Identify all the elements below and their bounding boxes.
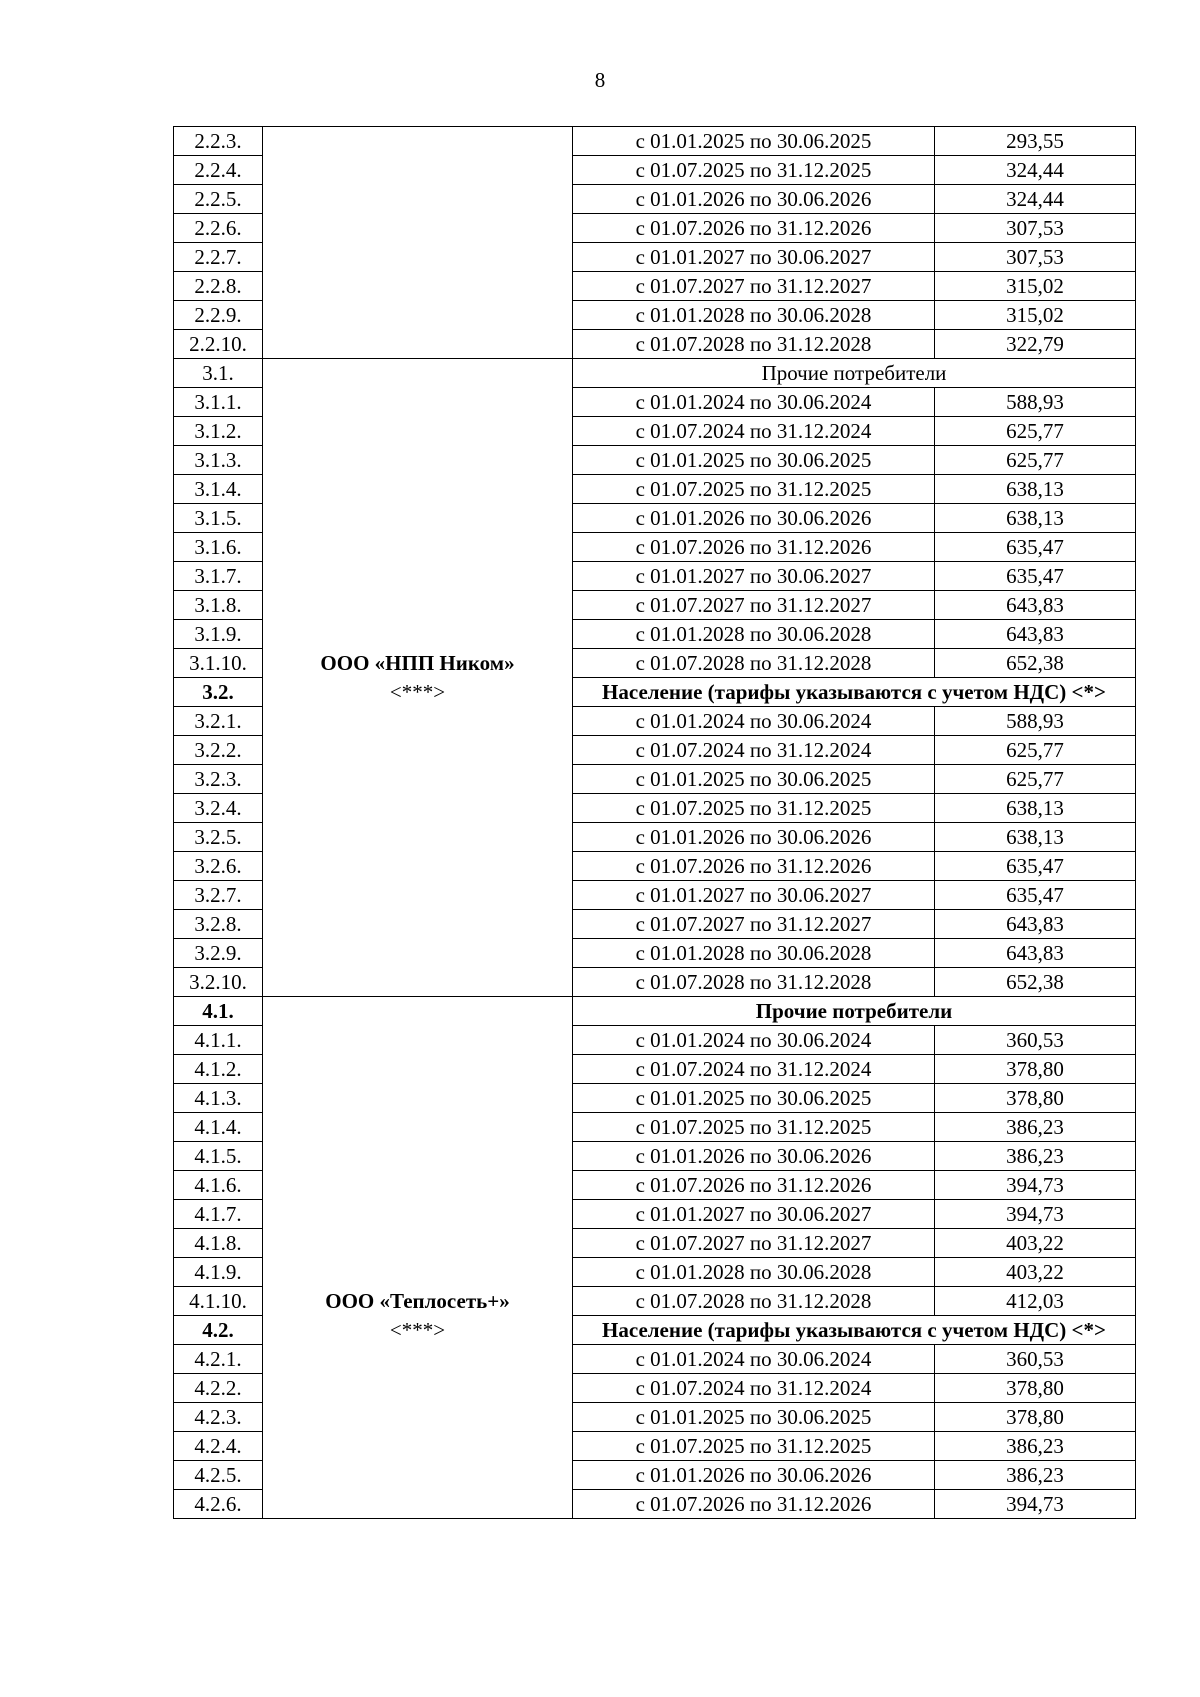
table-row	[174, 1490, 1136, 1519]
period-cell: с 01.01.2027 по 30.06.2027	[573, 562, 935, 591]
organization-cell	[263, 707, 573, 736]
period-cell: с 01.01.2025 по 30.06.2025	[573, 127, 935, 156]
row-number-cell: 4.2.2.	[174, 1374, 263, 1403]
tariff-value-cell: 378,80	[935, 1084, 1136, 1113]
period-cell: с 01.01.2028 по 30.06.2028	[573, 939, 935, 968]
group-number-cell: 4.2.	[174, 1316, 263, 1345]
period-cell: с 01.07.2028 по 31.12.2028	[573, 1287, 935, 1316]
organization-cell	[263, 214, 573, 243]
tariff-value-cell: 386,23	[935, 1461, 1136, 1490]
organization-cell	[263, 1316, 573, 1345]
period-cell: с 01.07.2026 по 31.12.2026	[573, 533, 935, 562]
row-number-cell: 2.2.7.	[174, 243, 263, 272]
table-row	[174, 504, 1136, 533]
tariff-value-cell: 625,77	[935, 417, 1136, 446]
group-header-row	[174, 1316, 1136, 1345]
table-row	[174, 794, 1136, 823]
table-row	[174, 1345, 1136, 1374]
table-row	[174, 910, 1136, 939]
row-number-cell: 2.2.3.	[174, 127, 263, 156]
period-cell: с 01.07.2026 по 31.12.2026	[573, 214, 935, 243]
organization-cell	[263, 243, 573, 272]
period-cell: с 01.07.2027 по 31.12.2027	[573, 272, 935, 301]
table-row	[174, 1432, 1136, 1461]
table-row	[174, 243, 1136, 272]
table-row	[174, 1026, 1136, 1055]
tariff-value-cell: 394,73	[935, 1171, 1136, 1200]
row-number-cell: 3.2.6.	[174, 852, 263, 881]
organization-cell	[263, 823, 573, 852]
organization-cell	[263, 446, 573, 475]
table-row	[174, 1461, 1136, 1490]
organization-cell	[263, 1461, 573, 1490]
period-cell: с 01.01.2028 по 30.06.2028	[573, 620, 935, 649]
tariff-value-cell: 324,44	[935, 185, 1136, 214]
row-number-cell: 3.2.3.	[174, 765, 263, 794]
table-row	[174, 1142, 1136, 1171]
table-row	[174, 185, 1136, 214]
organization-cell	[263, 852, 573, 881]
organization-name: ООО «Теплосеть+»	[325, 1288, 510, 1313]
table-row	[174, 214, 1136, 243]
organization-cell	[263, 1055, 573, 1084]
table-row	[174, 649, 1136, 678]
tariff-value-cell: 386,23	[935, 1113, 1136, 1142]
organization-cell	[263, 185, 573, 214]
table-row	[174, 736, 1136, 765]
row-number-cell: 4.2.3.	[174, 1403, 263, 1432]
table-row	[174, 591, 1136, 620]
organization-cell	[263, 1084, 573, 1113]
table-row	[174, 388, 1136, 417]
row-number-cell: 3.1.6.	[174, 533, 263, 562]
tariff-value-cell: 324,44	[935, 156, 1136, 185]
table-row	[174, 881, 1136, 910]
row-number-cell: 3.2.4.	[174, 794, 263, 823]
organization-note: <***>	[389, 1317, 446, 1342]
row-number-cell: 3.1.9.	[174, 620, 263, 649]
tariff-value-cell: 315,02	[935, 301, 1136, 330]
period-cell: с 01.07.2025 по 31.12.2025	[573, 1432, 935, 1461]
row-number-cell: 3.1.4.	[174, 475, 263, 504]
period-cell: с 01.01.2028 по 30.06.2028	[573, 301, 935, 330]
row-number-cell: 2.2.8.	[174, 272, 263, 301]
period-cell: с 01.07.2025 по 31.12.2025	[573, 475, 935, 504]
organization-cell	[263, 359, 573, 388]
tariff-value-cell: 643,83	[935, 910, 1136, 939]
period-cell: с 01.01.2027 по 30.06.2027	[573, 243, 935, 272]
row-number-cell: 3.1.8.	[174, 591, 263, 620]
tariff-value-cell: 403,22	[935, 1229, 1136, 1258]
row-number-cell: 4.1.9.	[174, 1258, 263, 1287]
organization-cell	[263, 533, 573, 562]
tariff-value-cell: 638,13	[935, 475, 1136, 504]
period-cell: с 01.01.2024 по 30.06.2024	[573, 1026, 935, 1055]
organization-cell	[263, 1287, 573, 1316]
organization-cell	[263, 1026, 573, 1055]
tariff-value-cell: 386,23	[935, 1142, 1136, 1171]
period-cell: с 01.07.2024 по 31.12.2024	[573, 417, 935, 446]
table-row	[174, 1403, 1136, 1432]
organization-cell	[263, 1490, 573, 1519]
table-row	[174, 1287, 1136, 1316]
organization-cell	[263, 1432, 573, 1461]
period-cell: с 01.07.2025 по 31.12.2025	[573, 1113, 935, 1142]
organization-cell	[263, 881, 573, 910]
period-cell: с 01.07.2026 по 31.12.2026	[573, 1171, 935, 1200]
tariff-value-cell: 315,02	[935, 272, 1136, 301]
period-cell: с 01.07.2026 по 31.12.2026	[573, 852, 935, 881]
table-row	[174, 1229, 1136, 1258]
tariff-value-cell: 652,38	[935, 968, 1136, 997]
tariff-value-cell: 307,53	[935, 243, 1136, 272]
table-row	[174, 1055, 1136, 1084]
table-row	[174, 707, 1136, 736]
row-number-cell: 4.2.5.	[174, 1461, 263, 1490]
row-number-cell: 3.2.7.	[174, 881, 263, 910]
period-cell: с 01.01.2026 по 30.06.2026	[573, 185, 935, 214]
table-row	[174, 301, 1136, 330]
tariff-value-cell: 635,47	[935, 881, 1136, 910]
period-cell: с 01.07.2024 по 31.12.2024	[573, 736, 935, 765]
organization-cell	[263, 1374, 573, 1403]
tariff-table	[173, 126, 1136, 1519]
row-number-cell: 4.2.6.	[174, 1490, 263, 1519]
row-number-cell: 4.1.2.	[174, 1055, 263, 1084]
tariff-value-cell: 378,80	[935, 1055, 1136, 1084]
organization-cell	[263, 417, 573, 446]
table-row	[174, 127, 1136, 156]
tariff-value-cell: 588,93	[935, 707, 1136, 736]
row-number-cell: 3.2.5.	[174, 823, 263, 852]
group-title-cell: Прочие потребители	[573, 359, 1136, 388]
row-number-cell: 2.2.4.	[174, 156, 263, 185]
tariff-value-cell: 625,77	[935, 446, 1136, 475]
period-cell: с 01.07.2027 по 31.12.2027	[573, 591, 935, 620]
organization-cell	[263, 272, 573, 301]
tariff-value-cell: 394,73	[935, 1200, 1136, 1229]
table-row	[174, 852, 1136, 881]
period-cell: с 01.01.2027 по 30.06.2027	[573, 881, 935, 910]
group-header-row	[174, 678, 1136, 707]
tariff-value-cell: 643,83	[935, 591, 1136, 620]
group-title-cell: Население (тарифы указываются с учетом НДС) <*>	[573, 1316, 1136, 1345]
period-cell: с 01.07.2026 по 31.12.2026	[573, 1490, 935, 1519]
row-number-cell: 2.2.10.	[174, 330, 263, 359]
row-number-cell: 2.2.5.	[174, 185, 263, 214]
group-number-cell: 4.1.	[174, 997, 263, 1026]
tariff-value-cell: 638,13	[935, 504, 1136, 533]
organization-cell	[263, 156, 573, 185]
row-number-cell: 3.1.2.	[174, 417, 263, 446]
row-number-cell: 3.1.5.	[174, 504, 263, 533]
table-row	[174, 968, 1136, 997]
table-row	[174, 562, 1136, 591]
row-number-cell: 4.1.4.	[174, 1113, 263, 1142]
period-cell: с 01.01.2026 по 30.06.2026	[573, 504, 935, 533]
tariff-value-cell: 652,38	[935, 649, 1136, 678]
row-number-cell: 4.1.10.	[174, 1287, 263, 1316]
tariff-value-cell: 307,53	[935, 214, 1136, 243]
row-number-cell: 4.1.1.	[174, 1026, 263, 1055]
table-row	[174, 765, 1136, 794]
tariff-value-cell: 635,47	[935, 562, 1136, 591]
period-cell: с 01.01.2024 по 30.06.2024	[573, 1345, 935, 1374]
row-number-cell: 4.1.7.	[174, 1200, 263, 1229]
table-row	[174, 417, 1136, 446]
organization-cell	[263, 127, 573, 156]
organization-cell	[263, 1345, 573, 1374]
row-number-cell: 3.2.2.	[174, 736, 263, 765]
tariff-value-cell: 378,80	[935, 1374, 1136, 1403]
organization-cell	[263, 649, 573, 678]
organization-cell	[263, 997, 573, 1026]
period-cell: с 01.01.2027 по 30.06.2027	[573, 1200, 935, 1229]
row-number-cell: 3.2.8.	[174, 910, 263, 939]
group-number-cell: 3.2.	[174, 678, 263, 707]
group-header-row	[174, 997, 1136, 1026]
row-number-cell: 3.2.10.	[174, 968, 263, 997]
period-cell: с 01.07.2025 по 31.12.2025	[573, 794, 935, 823]
table-row	[174, 1113, 1136, 1142]
group-title-cell: Население (тарифы указываются с учетом НДС) <*>	[573, 678, 1136, 707]
tariff-value-cell: 360,53	[935, 1345, 1136, 1374]
group-number-cell: 3.1.	[174, 359, 263, 388]
organization-cell	[263, 330, 573, 359]
organization-cell	[263, 301, 573, 330]
row-number-cell: 3.2.9.	[174, 939, 263, 968]
tariff-value-cell: 322,79	[935, 330, 1136, 359]
tariff-value-cell: 378,80	[935, 1403, 1136, 1432]
period-cell: с 01.07.2028 по 31.12.2028	[573, 968, 935, 997]
period-cell: с 01.01.2026 по 30.06.2026	[573, 1142, 935, 1171]
tariff-value-cell: 638,13	[935, 823, 1136, 852]
organization-cell	[263, 1113, 573, 1142]
organization-cell	[263, 1229, 573, 1258]
tariff-value-cell: 635,47	[935, 533, 1136, 562]
organization-cell	[263, 475, 573, 504]
period-cell: с 01.07.2025 по 31.12.2025	[573, 156, 935, 185]
tariff-value-cell: 412,03	[935, 1287, 1136, 1316]
tariff-value-cell: 635,47	[935, 852, 1136, 881]
organization-cell	[263, 591, 573, 620]
period-cell: с 01.01.2025 по 30.06.2025	[573, 765, 935, 794]
tariff-value-cell: 643,83	[935, 939, 1136, 968]
organization-cell	[263, 678, 573, 707]
table-row	[174, 620, 1136, 649]
row-number-cell: 3.2.1.	[174, 707, 263, 736]
tariff-value-cell: 360,53	[935, 1026, 1136, 1055]
organization-cell	[263, 1171, 573, 1200]
organization-cell	[263, 1258, 573, 1287]
row-number-cell: 3.1.7.	[174, 562, 263, 591]
table-row	[174, 533, 1136, 562]
row-number-cell: 3.1.1.	[174, 388, 263, 417]
row-number-cell: 4.2.1.	[174, 1345, 263, 1374]
table-row	[174, 939, 1136, 968]
organization-name: ООО «НПП Ником»	[320, 650, 515, 675]
group-header-row	[174, 359, 1136, 388]
period-cell: с 01.01.2025 по 30.06.2025	[573, 1403, 935, 1432]
table-row	[174, 156, 1136, 185]
table-row	[174, 1084, 1136, 1113]
tariff-table-body	[174, 127, 1136, 1519]
table-row	[174, 446, 1136, 475]
tariff-value-cell: 394,73	[935, 1490, 1136, 1519]
row-number-cell: 4.1.8.	[174, 1229, 263, 1258]
row-number-cell: 3.1.10.	[174, 649, 263, 678]
tariff-value-cell: 625,77	[935, 765, 1136, 794]
organization-cell	[263, 620, 573, 649]
period-cell: с 01.01.2025 по 30.06.2025	[573, 1084, 935, 1113]
period-cell: с 01.01.2026 по 30.06.2026	[573, 823, 935, 852]
period-cell: с 01.01.2024 по 30.06.2024	[573, 388, 935, 417]
table-row	[174, 272, 1136, 301]
tariff-value-cell: 643,83	[935, 620, 1136, 649]
period-cell: с 01.07.2024 по 31.12.2024	[573, 1374, 935, 1403]
table-row	[174, 1200, 1136, 1229]
row-number-cell: 4.2.4.	[174, 1432, 263, 1461]
page-number: 8	[594, 68, 606, 92]
period-cell: с 01.07.2028 по 31.12.2028	[573, 649, 935, 678]
tariff-value-cell: 588,93	[935, 388, 1136, 417]
period-cell: с 01.01.2026 по 30.06.2026	[573, 1461, 935, 1490]
row-number-cell: 2.2.9.	[174, 301, 263, 330]
row-number-cell: 4.1.5.	[174, 1142, 263, 1171]
table-row	[174, 1171, 1136, 1200]
row-number-cell: 4.1.3.	[174, 1084, 263, 1113]
tariff-value-cell: 293,55	[935, 127, 1136, 156]
organization-cell	[263, 968, 573, 997]
organization-cell	[263, 1403, 573, 1432]
table-row	[174, 1374, 1136, 1403]
organization-cell	[263, 1142, 573, 1171]
row-number-cell: 4.1.6.	[174, 1171, 263, 1200]
period-cell: с 01.07.2027 по 31.12.2027	[573, 910, 935, 939]
tariff-value-cell: 625,77	[935, 736, 1136, 765]
organization-note: <***>	[389, 679, 446, 704]
table-row	[174, 330, 1136, 359]
table-row	[174, 823, 1136, 852]
tariff-value-cell: 386,23	[935, 1432, 1136, 1461]
period-cell: с 01.07.2024 по 31.12.2024	[573, 1055, 935, 1084]
group-title-cell: Прочие потребители	[573, 997, 1136, 1026]
organization-cell	[263, 1200, 573, 1229]
organization-cell	[263, 910, 573, 939]
period-cell: с 01.01.2024 по 30.06.2024	[573, 707, 935, 736]
period-cell: с 01.01.2028 по 30.06.2028	[573, 1258, 935, 1287]
organization-cell	[263, 765, 573, 794]
row-number-cell: 2.2.6.	[174, 214, 263, 243]
period-cell: с 01.07.2027 по 31.12.2027	[573, 1229, 935, 1258]
table-row	[174, 475, 1136, 504]
organization-cell	[263, 388, 573, 417]
organization-cell	[263, 736, 573, 765]
organization-cell	[263, 939, 573, 968]
tariff-value-cell: 638,13	[935, 794, 1136, 823]
organization-cell	[263, 562, 573, 591]
organization-cell	[263, 794, 573, 823]
table-row	[174, 1258, 1136, 1287]
organization-cell	[263, 504, 573, 533]
row-number-cell: 3.1.3.	[174, 446, 263, 475]
period-cell: с 01.07.2028 по 31.12.2028	[573, 330, 935, 359]
tariff-value-cell: 403,22	[935, 1258, 1136, 1287]
period-cell: с 01.01.2025 по 30.06.2025	[573, 446, 935, 475]
